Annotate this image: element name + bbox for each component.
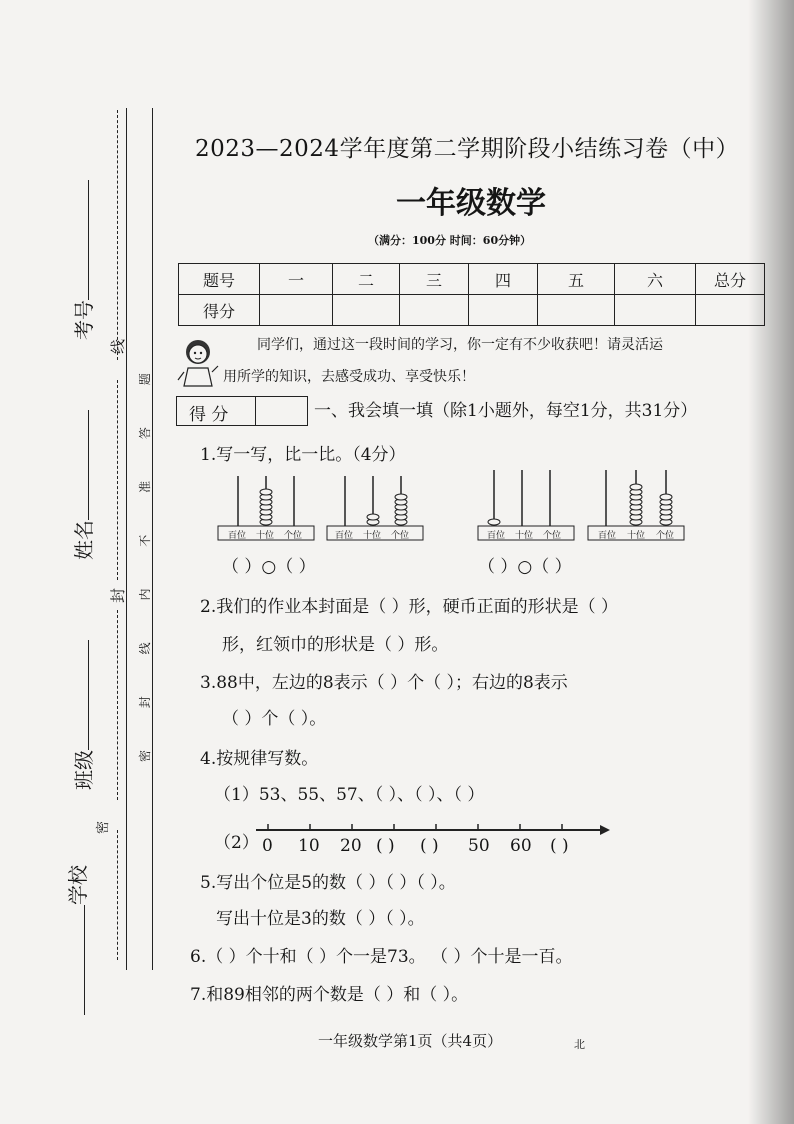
score-cell[interactable] xyxy=(333,295,400,326)
exam-no-blank xyxy=(88,180,89,300)
scan-shadow xyxy=(748,0,794,1124)
exam-info: （满分：100分 时间：60分钟） xyxy=(368,234,532,247)
score-row-label: 得分 xyxy=(179,295,260,326)
xian-char: 线 xyxy=(109,338,128,355)
question-5-line-2: 写出十位是3的数（ ）（ ）。 xyxy=(216,909,425,929)
score-header-cell: 题号 xyxy=(179,264,260,295)
score-cell[interactable] xyxy=(696,295,765,326)
abacus-label-tens: 十位 xyxy=(515,531,534,541)
number-line-label: 20 xyxy=(340,836,362,856)
class-blank xyxy=(88,640,89,750)
question-7: 7.和89相邻的两个数是（ ）和（ ）。 xyxy=(190,985,469,1005)
intro-line-1: 同学们，通过这一段时间的学习，你一定有不少收获吧！请灵活运 xyxy=(257,337,663,353)
q1-answers-left[interactable]: （ ）○（ ） xyxy=(222,557,316,577)
score-table-header-row xyxy=(179,264,765,295)
question-5-line-1: 5.写出个位是5的数（ ）（ ）（ ）。 xyxy=(200,873,456,893)
abacus-label-hundreds: 百位 xyxy=(228,531,247,541)
score-header-cell: 二 xyxy=(333,264,400,295)
name-label: 姓名 xyxy=(72,520,96,560)
abacus-label-hundreds: 百位 xyxy=(598,531,617,541)
abacus-label-tens: 十位 xyxy=(627,531,646,541)
question-4: 4.按规律写数。 xyxy=(200,749,319,769)
score-cell[interactable] xyxy=(260,295,333,326)
abacus-label-tens: 十位 xyxy=(256,531,275,541)
binding-dashed-line-mid2 xyxy=(117,610,118,800)
mi-char: 密 xyxy=(96,820,112,835)
name-blank xyxy=(88,410,89,520)
binding-dashed-line-bottom xyxy=(117,830,118,960)
feng-char: 封 xyxy=(109,587,128,604)
score-cell[interactable] xyxy=(400,295,469,326)
score-cell[interactable] xyxy=(469,295,538,326)
score-header-cell: 六 xyxy=(615,264,696,295)
score-cell[interactable] xyxy=(615,295,696,326)
q1-answers-right[interactable]: （ ）○（ ） xyxy=(478,557,572,577)
score-header-cell: 五 xyxy=(538,264,615,295)
seal-warning-text: 密 封 线 内 不 准 答 题 xyxy=(138,354,152,762)
number-line-label: 10 xyxy=(298,836,320,856)
binding-dashed-line-top xyxy=(117,110,118,360)
number-line-label: 60 xyxy=(510,836,532,856)
number-line-blank[interactable]: ( ) xyxy=(550,836,569,856)
binding-solid-line xyxy=(126,108,127,970)
abacus-label-hundreds: 百位 xyxy=(335,531,354,541)
school-blank xyxy=(84,905,85,1015)
exam-title: 2023—2024学年度第二学期阶段小结练习卷（中） xyxy=(195,136,740,162)
number-line-blank[interactable]: ( ) xyxy=(420,836,439,856)
question-4-1: （1）53、55、57、（ ）、（ ）、（ ） xyxy=(214,785,485,805)
page-footer: 一年级数学第1页（共4页） xyxy=(318,1032,503,1050)
exam-subject: 一年级数学 xyxy=(396,186,546,221)
section-score-label: 得 分 xyxy=(189,405,229,425)
class-label: 班级 xyxy=(72,750,96,790)
score-table-score-row xyxy=(179,295,765,326)
section-score-box xyxy=(176,396,308,426)
number-line-label: 0 xyxy=(262,836,273,856)
section-1-title: 一、我会填一填（除1小题外，每空1分，共31分） xyxy=(314,401,698,421)
question-6: 6.（ ）个十和（ ）个一是73。 （ ）个十是一百。 xyxy=(190,947,573,967)
girl-illustration-icon xyxy=(176,336,220,388)
abacus-label-ones: 个位 xyxy=(656,531,675,541)
number-line-label: 50 xyxy=(468,836,490,856)
question-3-line-1: 3.88中，左边的8表示（ ）个（ ）；右边的8表示 xyxy=(200,673,568,693)
school-label: 学校 xyxy=(66,865,90,905)
number-line-blank[interactable]: ( ) xyxy=(376,836,395,856)
score-header-cell: 四 xyxy=(469,264,538,295)
abacus-label-hundreds: 百位 xyxy=(487,531,506,541)
question-2-line-2: 形，红领巾的形状是（ ）形。 xyxy=(222,635,449,655)
score-cell[interactable] xyxy=(538,295,615,326)
score-header-cell: 三 xyxy=(400,264,469,295)
question-2-line-1: 2.我们的作业本封面是（ ）形，硬币正面的形状是（ ） xyxy=(200,597,619,617)
section-score-input[interactable] xyxy=(255,397,308,425)
score-table xyxy=(178,263,765,326)
exam-no-label: 考号 xyxy=(72,300,96,340)
score-header-cell: 一 xyxy=(260,264,333,295)
question-3-line-2: （ ）个（ ）。 xyxy=(222,709,327,729)
binding-dashed-line-mid xyxy=(117,380,118,580)
abacus-label-tens: 十位 xyxy=(363,531,382,541)
question-1: 1.写一写，比一比。（4分） xyxy=(200,445,406,465)
abacus-label-ones: 个位 xyxy=(391,531,410,541)
question-4-2-label: （2） xyxy=(214,833,259,853)
footer-mark: 北 xyxy=(574,1038,585,1051)
intro-line-2: 用所学的知识，去感受成功、享受快乐！ xyxy=(223,369,475,385)
score-header-cell: 总分 xyxy=(696,264,765,295)
abacus-label-ones: 个位 xyxy=(543,531,562,541)
abacus-label-ones: 个位 xyxy=(284,531,303,541)
